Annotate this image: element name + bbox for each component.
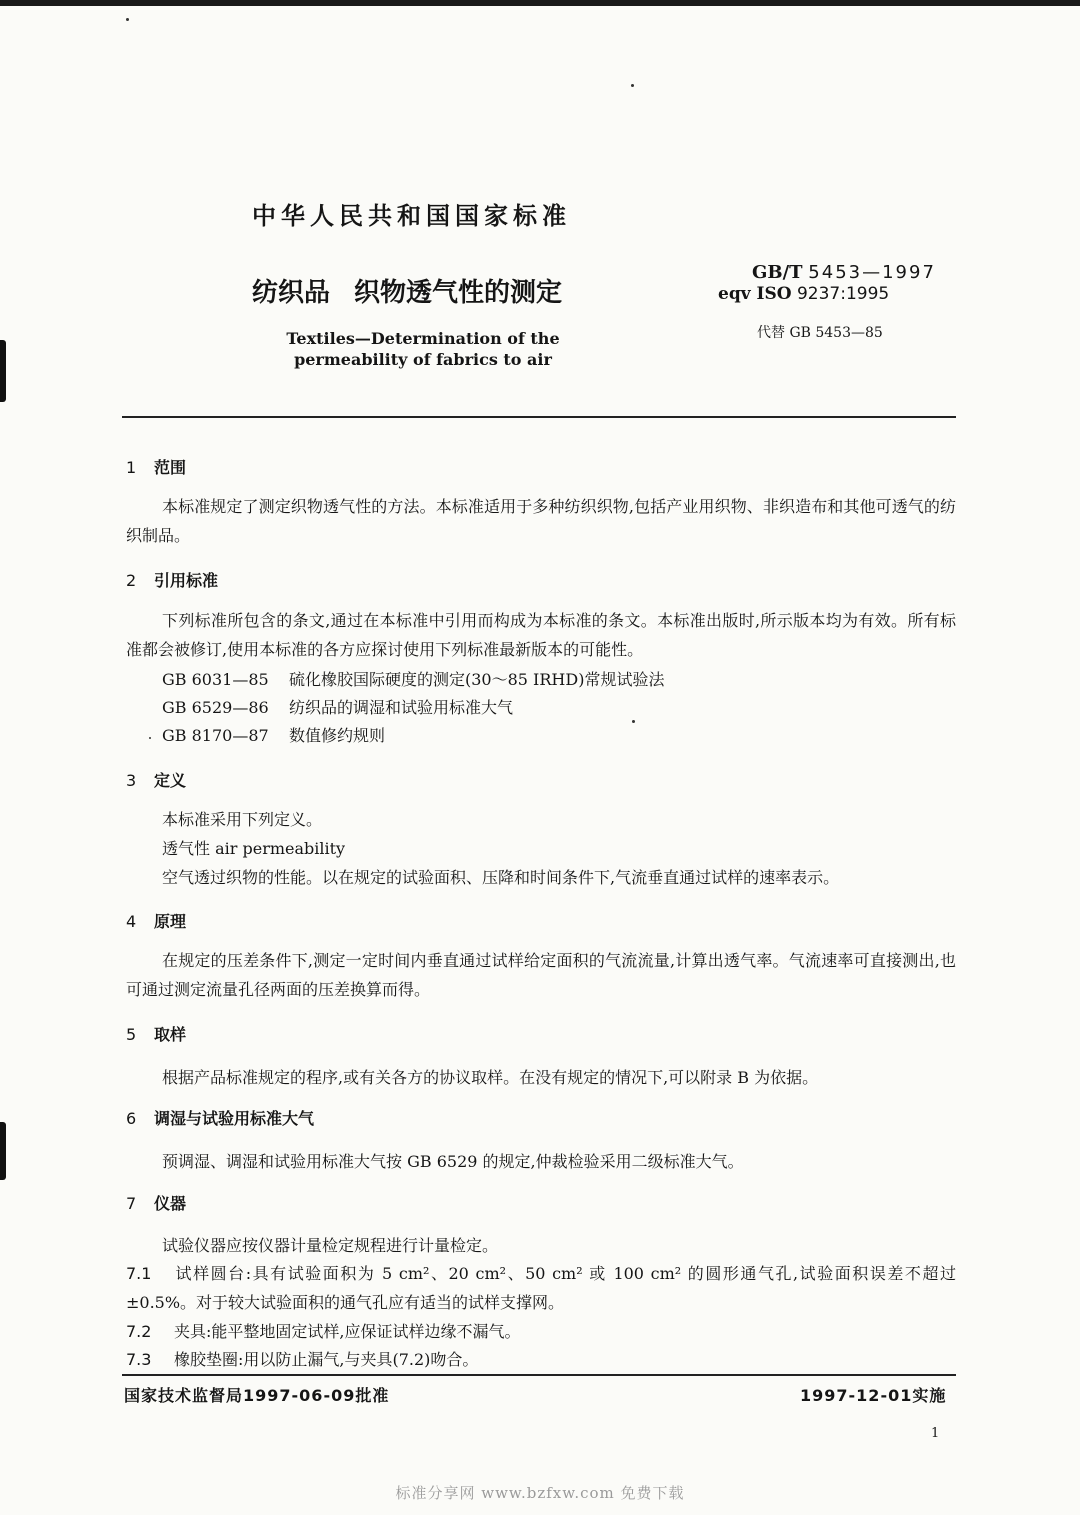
subclause-number: 7.2	[126, 1322, 152, 1341]
standard-code-number: 5453—1997	[808, 262, 936, 283]
standard-title-en: Textiles—Determination of the permeability of fabrics to air	[286, 329, 560, 369]
section-number: 2	[126, 571, 137, 590]
reference-code: GB 6031—85	[162, 670, 269, 689]
reference-code: GB 8170—87	[162, 726, 269, 745]
section-number: 4	[126, 912, 137, 931]
standard-title-part1: 纺织品	[252, 278, 331, 308]
reference-title: 数值修约规则	[289, 726, 386, 745]
subclause-number: 7.1	[126, 1264, 152, 1283]
replaces-standard: 代替 GB 5453—85	[757, 325, 883, 341]
section-1-body: 本标准规定了测定织物透气性的方法。本标准适用于多种纺织织物,包括产业用织物、非织造布和其他可透气的纺织制品。	[126, 497, 956, 545]
section-2-body: 下列标准所包含的条文,通过在本标准中引用而构成为本标准的条文。本标准出版时,所示版本均为有效。所有标准都会被修订,使用本标准的各方应探讨使用下列标准最新版本的可能性。	[126, 611, 956, 659]
section-heading-3	[126, 768, 186, 791]
scan-speck	[149, 737, 151, 739]
section-title: 仪器	[154, 1194, 187, 1213]
section-title: 范围	[154, 458, 187, 477]
standard-code-prefix: GB/T	[752, 262, 803, 283]
standard-code	[752, 262, 936, 283]
section-heading-5	[126, 1022, 186, 1045]
equivalent-number: 9237:1995	[796, 284, 890, 304]
term-entry: 透气性 air permeability	[162, 839, 346, 858]
equivalent-prefix: eqv ISO	[718, 284, 792, 304]
section-5-body: 根据产品标准规定的程序,或有关各方的协议取样。在没有规定的情况下,可以附录 B 为依据。	[162, 1068, 819, 1087]
section-number: 3	[126, 771, 137, 790]
footer-divider	[122, 1374, 956, 1376]
reference-title: 硫化橡胶国际硬度的测定(30～85 IRHD)常规试验法	[289, 670, 665, 689]
equivalent-standard	[718, 284, 889, 304]
reference-item	[162, 667, 664, 690]
subclause-text: 橡胶垫圈:用以防止漏气,与夹具(7.2)吻合。	[174, 1350, 479, 1369]
section-heading-2	[126, 568, 218, 591]
scan-edge-mark	[0, 1122, 6, 1180]
section-6-body: 预调湿、调湿和试验用标准大气按 GB 6529 的规定,仲裁检验采用二级标准大气。	[162, 1152, 744, 1171]
section-heading-7	[126, 1191, 186, 1214]
scan-speck	[631, 84, 634, 87]
section-number: 5	[126, 1025, 137, 1044]
scan-speck	[126, 18, 129, 21]
section-4-body: 在规定的压差条件下,测定一定时间内垂直通过试样给定面积的气流流量,计算出透气率。气流速率可直接测出,也可通过测定流量孔径两面的压差换算而得。	[126, 951, 956, 999]
section-7-intro: 试验仪器应按仪器计量检定规程进行计量检定。	[162, 1236, 499, 1255]
section-title: 引用标准	[154, 571, 219, 590]
header-divider	[122, 416, 956, 418]
subclause-7-3	[126, 1345, 956, 1374]
reference-item	[162, 723, 385, 746]
standard-title-cn	[252, 272, 562, 309]
approval-date: 国家技术监督局1997-06-09批准	[124, 1386, 390, 1405]
standard-title-part2: 织物透气性的测定	[354, 278, 563, 308]
subclause-text: 夹具:能平整地固定试样,应保证试样边缘不漏气。	[174, 1322, 521, 1341]
subclause-7-2	[126, 1317, 956, 1346]
term-definition: 空气透过织物的性能。以在规定的试验面积、压降和时间条件下,气流垂直通过试样的速率表示。	[162, 868, 840, 887]
reference-title: 纺织品的调湿和试验用标准大气	[289, 698, 514, 717]
implementation-date: 1997-12-01实施	[800, 1386, 947, 1405]
section-title: 定义	[154, 771, 187, 790]
section-number: 6	[126, 1109, 137, 1128]
watermark-text: 标准分享网 www.bzfxw.com 免费下载	[395, 1484, 685, 1502]
section-number: 1	[126, 458, 137, 477]
national-standard-title: 中华人民共和国国家标准	[252, 201, 571, 230]
scan-speck	[632, 720, 635, 723]
subclause-number: 7.3	[126, 1350, 152, 1369]
subclause-text: 试样圆台:具有试验面积为 5 cm²、20 cm²、50 cm² 或 100 cm² 的圆形通气孔,试验面积误差不超过±0.5%。对于较大试验面积的通气孔应有适当的试样支撑网。	[126, 1264, 956, 1312]
reference-item	[162, 695, 513, 718]
reference-code: GB 6529—86	[162, 698, 269, 717]
section-title: 调湿与试验用标准大气	[154, 1109, 315, 1128]
scan-top-border	[0, 0, 1080, 6]
section-heading-1	[126, 455, 186, 478]
scan-edge-mark	[0, 340, 6, 402]
section-3-intro: 本标准采用下列定义。	[162, 810, 323, 829]
section-number: 7	[126, 1194, 137, 1213]
section-heading-4	[126, 909, 186, 932]
section-title: 原理	[154, 912, 187, 931]
subclause-7-1	[126, 1259, 956, 1317]
section-heading-6	[126, 1106, 314, 1129]
section-title: 取样	[154, 1025, 187, 1044]
page-number: 1	[931, 1426, 940, 1441]
